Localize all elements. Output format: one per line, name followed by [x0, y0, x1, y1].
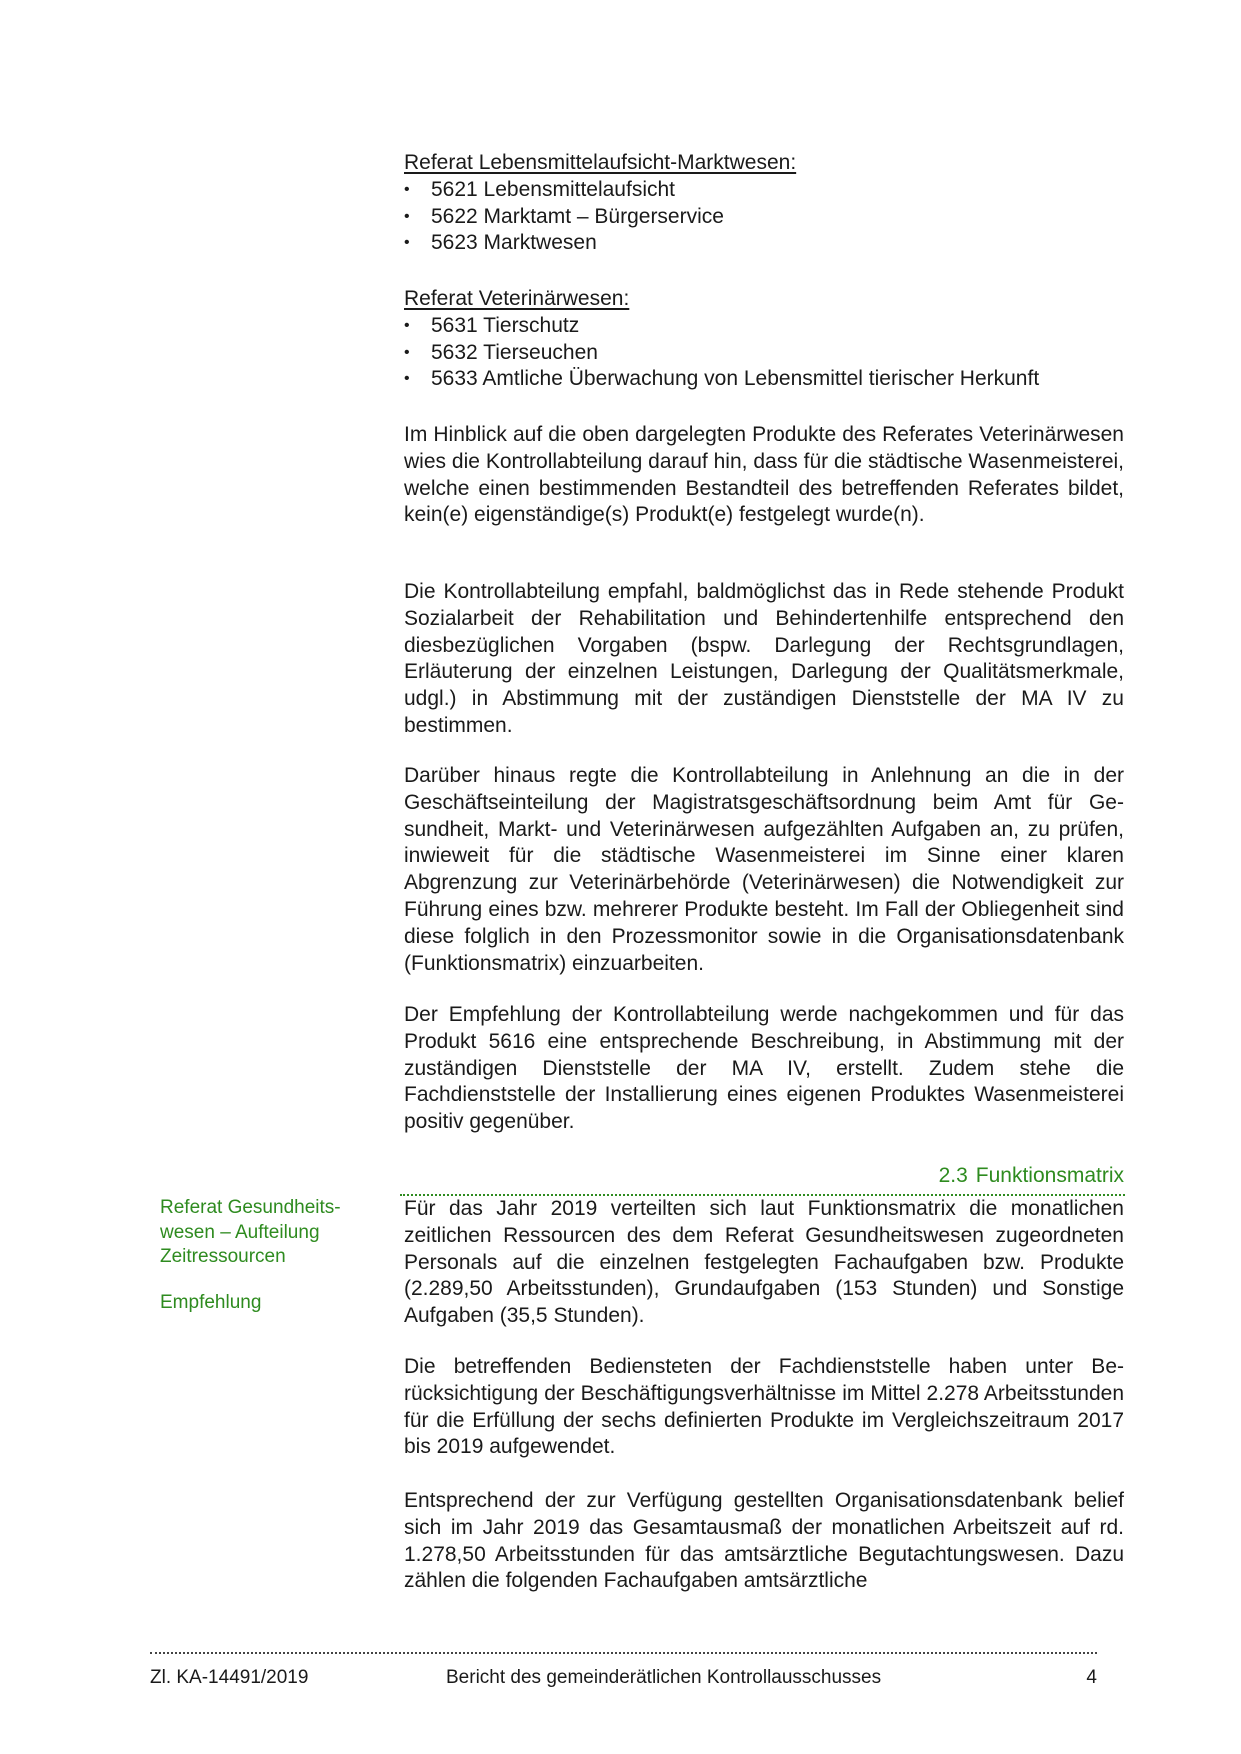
bullet-icon: • [404, 343, 410, 361]
paragraph-block [404, 763, 1124, 977]
product-list-veterinaerwesen [404, 313, 1124, 393]
paragraph-block [404, 579, 1124, 740]
section-heading [404, 1163, 1124, 1189]
section-heading-title: Funktionsmatrix [975, 1164, 1124, 1187]
paragraph: Die Kontrollabteilung empfahl, baldmöglichst das in Rede stehende Produkt Sozialarbeit der Rehabilitation und Behindertenhilfe entsprechend den diesbezüglichen Vorgaben (bspw. Darlegung der Rechtsgrundlagen, Erläuterung der einzelnen Leistungen, Darlegung der Qualitätsmerkmale, udgl.) in Abstimmung mit der zuständigen Dienststelle der MA IV zu bestimmen. [404, 580, 1124, 737]
section-number: 2.3 [938, 1164, 968, 1187]
page-number: 4 [1086, 1667, 1097, 1688]
bullet-icon: • [404, 370, 410, 388]
bullet-icon: • [404, 234, 410, 252]
paragraph-block [404, 1354, 1124, 1461]
section-veterinaerwesen [404, 286, 1124, 393]
list-item: • 5633 Amtliche Überwachung von Lebensmittel tierischer Herkunft [404, 366, 1124, 393]
bullet-icon: • [404, 180, 410, 198]
paragraph-block [404, 1196, 1124, 1330]
list-item: • 5632 Tierseuchen [404, 340, 1124, 367]
list-item: • 5623 Marktwesen [404, 230, 1124, 257]
paragraph: Die betreffenden Bediensteten der Fachdienststelle haben unter Berücksichtigung der Beschäftigungsverhältnisse im Mittel 2.278 Arbeitsstunden für die Erfüllung der sechs definierten Produkte im Vergleichszeitraum 2017 bis 2019 aufgewendet. [404, 1355, 1124, 1459]
section-title-veterinaerwesen: Referat Veterinärwesen: [404, 287, 630, 310]
paragraph: Darüber hinaus regte die Kontrollabteilung in Anlehnung an die in der Geschäftseinteilung der Magistratsgeschäftsordnung beim Amt für Gesundheit, Markt- und Veterinärwesen aufgezählten Aufgaben an, zu prüfen, inwieweit für die städtische Wasenmeisterei im Sinne einer klaren Abgrenzung zur Veterinärbehörde (Veterinärwesen) die Notwendigkeit zur Führung eines bzw. mehrerer Produkte besteht. Im Fall der Obliegenheit sind diese folglich in den Prozessmonitor sowie in die Organisationsdatenbank (Funktionsmatrix) einzuarbeiten. [404, 764, 1124, 975]
document-reference: Zl. KA-14491/2019 [150, 1667, 309, 1688]
paragraph: Der Empfehlung der Kontrollabteilung werde nachgekommen und für das Produkt 5616 eine entsprechende Beschreibung, in Abstimmung mit der zuständigen Dienststelle der MA IV, erstellt. Zudem stehe die Fachdienststelle der Installierung eines eigenen Produktes Wasenmeisterei positiv gegenüber. [404, 1003, 1124, 1134]
section-lebensmittelaufsicht [404, 150, 1124, 257]
list-item: • 5631 Tierschutz [404, 313, 1124, 340]
paragraph-block [404, 1002, 1124, 1136]
report-title: Bericht des gemeinderätlichen Kontrollausschusses [446, 1667, 882, 1688]
paragraph: Für das Jahr 2019 verteilten sich laut Funktionsmatrix die monatlichen zeitlichen Ressourcen des dem Referat Gesundheitswesen zugeordneten Personals auf die einzelnen festgelegten Fachaufgaben bzw. Produkte (2.289,50 Arbeitsstunden), Grundaufgaben (153 Stunden) und Sonstige Aufgaben (35,5 Stunden). [404, 1197, 1124, 1328]
footer-divider [150, 1652, 1097, 1654]
list-item: • 5622 Marktamt – Bürgerservice [404, 204, 1124, 231]
side-note-empfehlung: Empfehlung [160, 1292, 262, 1313]
paragraph: Im Hinblick auf die oben dargelegten Produkte des Referates Veterinärwesen wies die Kontrollabteilung darauf hin, dass für die städtische Wasenmeisterei, welche einen bestimmenden Bestandteil des betreffenden Referates bildet, kein(e) eigenständige(s) Produkt(e) festgelegt wurde(n). [404, 423, 1124, 527]
paragraph-block [404, 1488, 1124, 1595]
paragraph: Entsprechend der zur Verfügung gestellten Organisationsdatenbank belief sich im Jahr 2019 das Gesamtausmaß der monatlichen Arbeitszeit auf rd. 1.278,50 Arbeitsstunden für das amtsärztliche Begutachtungswesen. Dazu zählen die folgenden Fachaufgaben amtsärztliche [404, 1489, 1124, 1593]
list-item: • 5621 Lebensmittelaufsicht [404, 177, 1124, 204]
side-note-zeitressourcen: Referat Gesundheitswesen – Aufteilung Zeitressourcen [160, 1197, 341, 1267]
bullet-icon: • [404, 207, 410, 225]
bullet-icon: • [404, 316, 410, 334]
paragraph-block [404, 422, 1124, 529]
page-footer [150, 1665, 1097, 1691]
product-list-lebensmittelaufsicht [404, 177, 1124, 257]
section-title-lebensmittelaufsicht: Referat Lebensmittelaufsicht-Marktwesen: [404, 151, 797, 174]
